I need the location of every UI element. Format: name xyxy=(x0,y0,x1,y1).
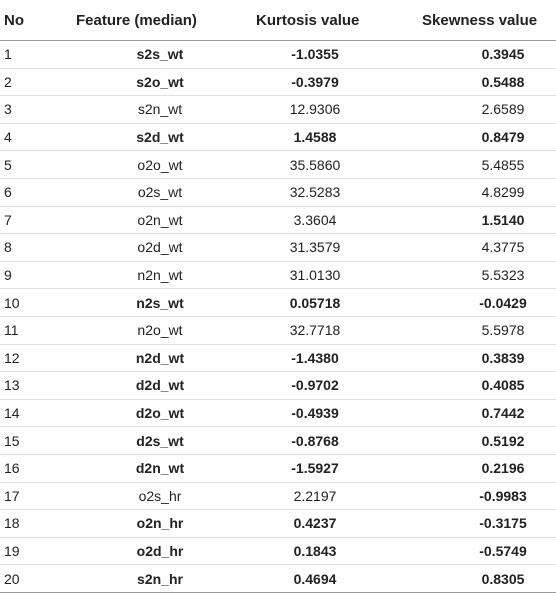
cell-feature: d2d_wt xyxy=(60,372,230,400)
cell-kurtosis: -0.3979 xyxy=(230,68,390,96)
header-row xyxy=(0,0,556,41)
cell-no: 14 xyxy=(0,399,60,427)
table-row xyxy=(0,151,556,179)
cell-feature: n2s_wt xyxy=(60,289,230,317)
cell-no: 11 xyxy=(0,316,60,344)
cell-kurtosis: 0.4694 xyxy=(230,565,390,593)
cell-skewness: 0.8305 xyxy=(390,565,556,593)
cell-feature: o2n_wt xyxy=(60,206,230,234)
cell-kurtosis: -1.5927 xyxy=(230,454,390,482)
cell-kurtosis: 1.4588 xyxy=(230,123,390,151)
cell-no: 12 xyxy=(0,344,60,372)
header-no: No xyxy=(0,0,60,41)
cell-no: 17 xyxy=(0,482,60,510)
table-row xyxy=(0,41,556,69)
cell-kurtosis: 12.9306 xyxy=(230,96,390,124)
cell-skewness: 0.5488 xyxy=(390,68,556,96)
header-kurtosis: Kurtosis value xyxy=(230,0,390,41)
table-row xyxy=(0,565,556,593)
cell-feature: o2d_hr xyxy=(60,537,230,565)
cell-feature: s2n_hr xyxy=(60,565,230,593)
cell-no: 2 xyxy=(0,68,60,96)
cell-kurtosis: 0.05718 xyxy=(230,289,390,317)
header-feature: Feature (median) xyxy=(60,0,230,41)
cell-kurtosis: 31.0130 xyxy=(230,261,390,289)
cell-no: 7 xyxy=(0,206,60,234)
cell-skewness: 5.5978 xyxy=(390,316,556,344)
cell-feature: s2o_wt xyxy=(60,68,230,96)
cell-skewness: -0.5749 xyxy=(390,537,556,565)
table-row xyxy=(0,178,556,206)
table-row xyxy=(0,344,556,372)
cell-kurtosis: -0.8768 xyxy=(230,427,390,455)
cell-kurtosis: 31.3579 xyxy=(230,234,390,262)
cell-no: 10 xyxy=(0,289,60,317)
cell-feature: n2n_wt xyxy=(60,261,230,289)
cell-skewness: -0.3175 xyxy=(390,510,556,538)
cell-no: 16 xyxy=(0,454,60,482)
table-row xyxy=(0,206,556,234)
cell-feature: d2o_wt xyxy=(60,399,230,427)
cell-feature: o2s_wt xyxy=(60,178,230,206)
cell-skewness: -0.9983 xyxy=(390,482,556,510)
cell-feature: o2o_wt xyxy=(60,151,230,179)
cell-kurtosis: 0.4237 xyxy=(230,510,390,538)
cell-skewness: -0.0429 xyxy=(390,289,556,317)
cell-no: 20 xyxy=(0,565,60,593)
cell-no: 1 xyxy=(0,41,60,69)
cell-skewness: 2.6589 xyxy=(390,96,556,124)
cell-kurtosis: -0.9702 xyxy=(230,372,390,400)
cell-skewness: 0.3839 xyxy=(390,344,556,372)
cell-kurtosis: -0.4939 xyxy=(230,399,390,427)
table-row xyxy=(0,123,556,151)
table-row xyxy=(0,372,556,400)
table-row xyxy=(0,399,556,427)
cell-feature: s2s_wt xyxy=(60,41,230,69)
cell-skewness: 4.8299 xyxy=(390,178,556,206)
table-body xyxy=(0,41,556,593)
cell-skewness: 0.8479 xyxy=(390,123,556,151)
cell-no: 13 xyxy=(0,372,60,400)
cell-feature: o2d_wt xyxy=(60,234,230,262)
cell-skewness: 5.5323 xyxy=(390,261,556,289)
header-skewness: Skewness value xyxy=(390,0,556,41)
cell-no: 15 xyxy=(0,427,60,455)
cell-kurtosis: 2.2197 xyxy=(230,482,390,510)
table-row xyxy=(0,234,556,262)
cell-no: 8 xyxy=(0,234,60,262)
cell-feature: s2d_wt xyxy=(60,123,230,151)
cell-kurtosis: 0.1843 xyxy=(230,537,390,565)
table-row xyxy=(0,537,556,565)
table-row xyxy=(0,482,556,510)
cell-no: 18 xyxy=(0,510,60,538)
cell-no: 6 xyxy=(0,178,60,206)
cell-skewness: 4.3775 xyxy=(390,234,556,262)
table-row xyxy=(0,427,556,455)
cell-skewness: 0.2196 xyxy=(390,454,556,482)
cell-kurtosis: -1.0355 xyxy=(230,41,390,69)
cell-skewness: 0.5192 xyxy=(390,427,556,455)
cell-feature: n2d_wt xyxy=(60,344,230,372)
cell-no: 5 xyxy=(0,151,60,179)
cell-kurtosis: 35.5860 xyxy=(230,151,390,179)
table-row xyxy=(0,289,556,317)
cell-no: 19 xyxy=(0,537,60,565)
table-row xyxy=(0,96,556,124)
cell-skewness: 0.4085 xyxy=(390,372,556,400)
cell-skewness: 5.4855 xyxy=(390,151,556,179)
cell-kurtosis: 3.3604 xyxy=(230,206,390,234)
cell-feature: o2s_hr xyxy=(60,482,230,510)
cell-feature: n2o_wt xyxy=(60,316,230,344)
table-row xyxy=(0,316,556,344)
cell-kurtosis: -1.4380 xyxy=(230,344,390,372)
cell-kurtosis: 32.7718 xyxy=(230,316,390,344)
table-row xyxy=(0,510,556,538)
table-row xyxy=(0,261,556,289)
cell-no: 9 xyxy=(0,261,60,289)
table-row xyxy=(0,454,556,482)
cell-feature: o2n_hr xyxy=(60,510,230,538)
table-row xyxy=(0,68,556,96)
cell-no: 4 xyxy=(0,123,60,151)
cell-feature: d2n_wt xyxy=(60,454,230,482)
cell-no: 3 xyxy=(0,96,60,124)
cell-skewness: 0.3945 xyxy=(390,41,556,69)
cell-skewness: 0.7442 xyxy=(390,399,556,427)
cell-kurtosis: 32.5283 xyxy=(230,178,390,206)
cell-feature: s2n_wt xyxy=(60,96,230,124)
cell-skewness: 1.5140 xyxy=(390,206,556,234)
cell-feature: d2s_wt xyxy=(60,427,230,455)
